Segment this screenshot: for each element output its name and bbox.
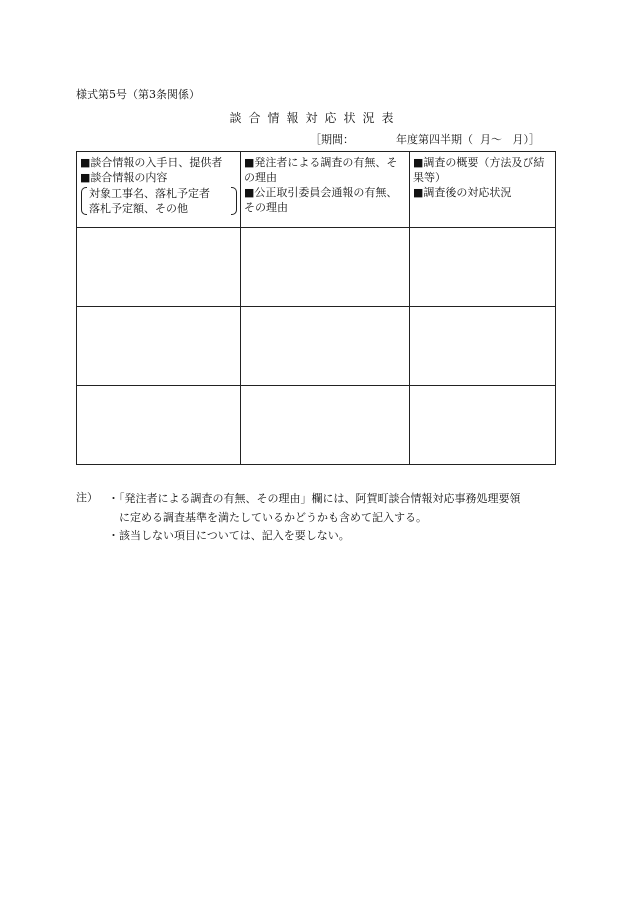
period-line — [310, 131, 540, 147]
table-cell[interactable] — [241, 228, 410, 307]
period-middle: 年度第四半期（ — [395, 133, 473, 146]
note-2: ・該当しない項目については、記入を要しない。 — [108, 529, 350, 542]
table-cell[interactable] — [410, 307, 556, 386]
header-cell-summary — [410, 152, 556, 228]
table-cell[interactable] — [77, 228, 241, 307]
header-cell-investigation — [241, 152, 410, 228]
note-1-first: ・「発注者による調査の有無、その理由」欄には、阿賀町談合情報対応事務処理要領 — [108, 492, 521, 505]
period-month2: 月）］ — [512, 133, 540, 146]
header-cell-info — [77, 152, 241, 228]
form-number: 様式第5号（第3条関係） — [76, 88, 200, 101]
table-cell[interactable] — [410, 386, 556, 465]
table-cell[interactable] — [410, 228, 556, 307]
header-summary-line1: ■調査の概要（方法及び結果等） — [413, 156, 545, 184]
table-row — [77, 386, 556, 465]
header-info-bracket — [81, 186, 237, 216]
table-row — [77, 307, 556, 386]
note-1-continued: に定める調査基準を満たしているかどうかも含めて記入する。 — [119, 511, 427, 524]
header-info-bracket-line2: 落札予定額、その他 — [89, 202, 188, 215]
period-month1: 月〜 — [479, 133, 502, 146]
header-info-line1: ■談合情報の入手日、提供者 — [80, 156, 223, 169]
table-cell[interactable] — [77, 307, 241, 386]
note-1 — [108, 489, 568, 527]
header-info-line2: ■談合情報の内容 — [80, 171, 168, 184]
table-cell[interactable] — [241, 307, 410, 386]
header-summary-line2: ■調査後の対応状況 — [413, 186, 512, 199]
table-row — [77, 228, 556, 307]
table-cell[interactable] — [77, 386, 241, 465]
header-investigation-line1: ■発注者による調査の有無、その理由 — [244, 156, 398, 184]
notes-label: 注） — [76, 491, 98, 504]
header-info-bracket-line1: 対象工事名、落札予定者 — [89, 187, 210, 200]
header-investigation-line2: ■公正取引委員会通報の有無、その理由 — [244, 186, 398, 214]
status-table — [76, 151, 556, 465]
table-cell[interactable] — [241, 386, 410, 465]
table-header-row — [77, 152, 556, 228]
page-title: 談合情報対応状況表 — [229, 111, 401, 125]
period-open: ［期間： — [310, 133, 354, 146]
